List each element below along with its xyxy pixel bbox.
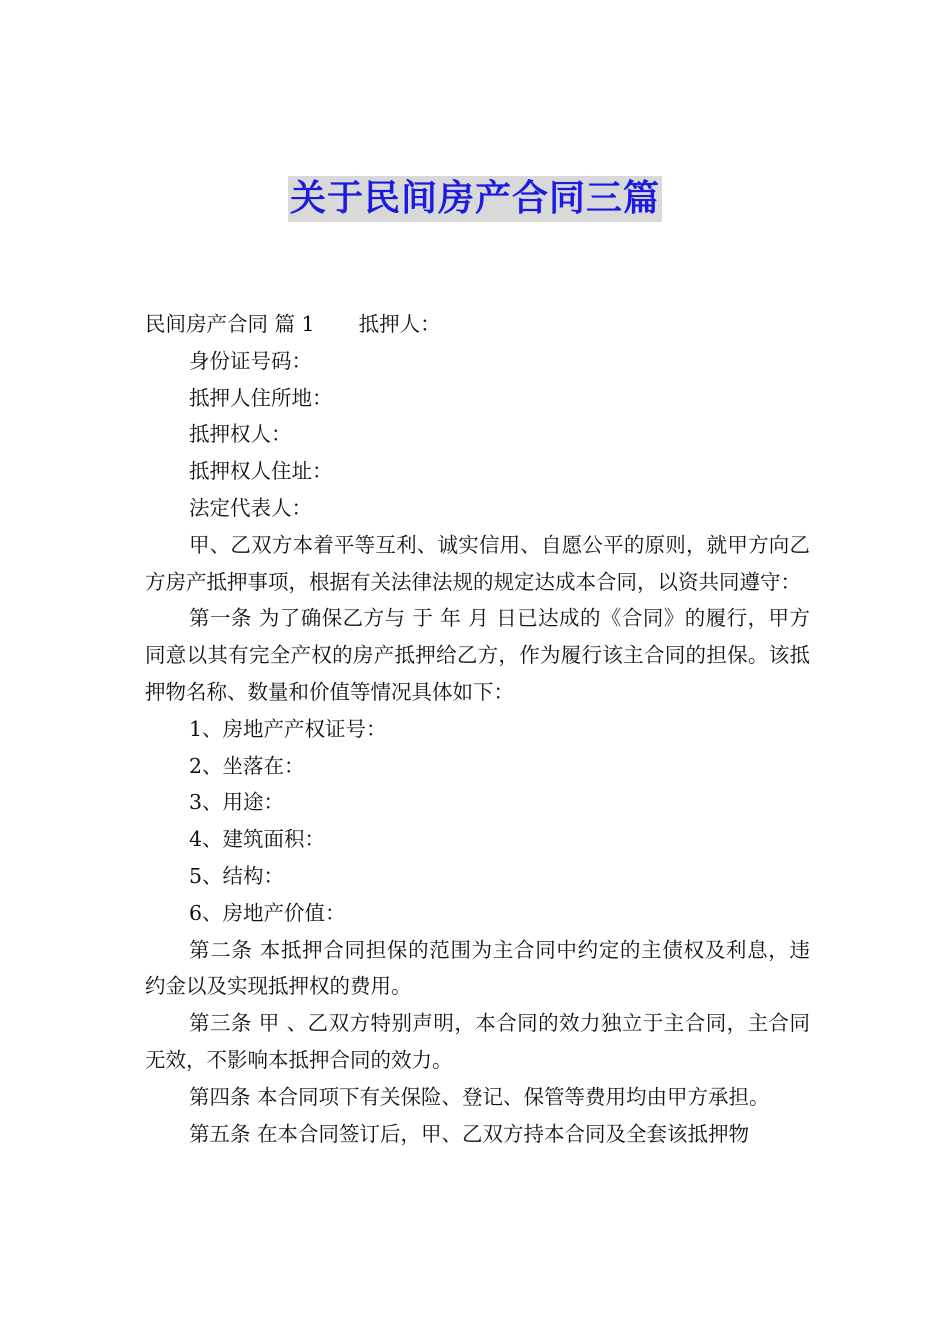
section-heading: 民间房产合同 篇 1 bbox=[145, 312, 315, 336]
list-item: 4、建筑面积： bbox=[189, 827, 326, 852]
article-2-paragraph: 第二条 本抵押合同担保的范围为主合同中约定的主债权及利息，违约金以及实现抵押权的费用。 bbox=[145, 937, 810, 999]
article-4-paragraph: 第四条 本合同项下有关保险、登记、保管等费用均由甲方承担。 bbox=[189, 1084, 770, 1109]
mortgagor-field: 抵押人： bbox=[358, 312, 441, 336]
article-1-paragraph: 第一条 为了确保乙方与 于 年 月 日已达成的《合同》的履行，甲方同意以其有完全产权的房产抵押给乙方，作为履行该主合同的担保。该抵押物名称、数量和价值等情况具体如下： bbox=[145, 606, 810, 704]
field-id-number: 身份证号码： bbox=[189, 348, 312, 373]
preamble-paragraph: 甲、乙双方本着平等互利、诚实信用、自愿公平的原则，就甲方向乙方房产抵押事项，根据有关法律法规的规定达成本合同，以资共同遵守： bbox=[145, 532, 810, 594]
field-mortgagor-address: 抵押人住所地： bbox=[189, 385, 333, 410]
field-mortgagee: 抵押权人： bbox=[189, 422, 292, 447]
field-mortgagee-address: 抵押权人住址： bbox=[189, 459, 333, 484]
list-item: 6、房地产价值： bbox=[189, 900, 346, 925]
list-item: 3、用途： bbox=[189, 790, 285, 815]
article-3-paragraph: 第三条 甲 、乙双方特别声明，本合同的效力独立于主合同，主合同无效，不影响本抵押合同的效力。 bbox=[145, 1011, 810, 1072]
article-5-paragraph: 第五条 在本合同签订后，甲、乙双方持本合同及全套该抵押物 bbox=[189, 1121, 750, 1146]
first-line bbox=[145, 306, 810, 343]
list-item: 2、坐落在： bbox=[189, 753, 305, 778]
document-body bbox=[145, 306, 810, 1152]
title-container bbox=[0, 176, 950, 222]
document-title: 关于民间房产合同三篇 bbox=[288, 176, 662, 222]
list-item: 5、结构： bbox=[189, 863, 285, 888]
list-item: 1、房地产产权证号： bbox=[189, 716, 387, 741]
field-legal-representative: 法定代表人： bbox=[189, 495, 312, 520]
